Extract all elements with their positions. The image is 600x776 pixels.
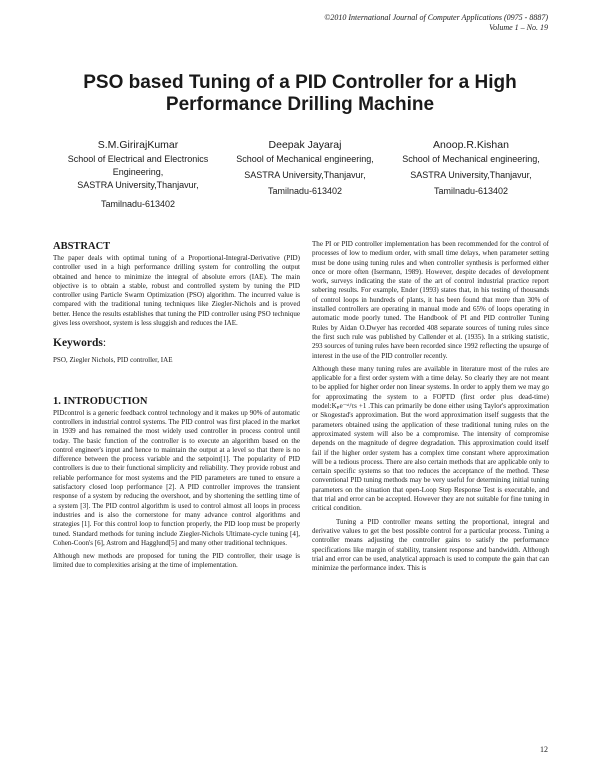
introduction-paragraph: PIDcontrol is a generic feedback control technology and it makes up 90% of automatic controllers in industrial control systems. The PID control was first placed in the market in 1939 and has remained the most widely used controller in process control until today. The basic function of the controller is to execute an algorithm based on the control engineer's input and hence to maintain the output at a level so that there is no difference between the process variable and the setpoint[1]. The popularity of PID controllers is due to their functional simplicity and reliability. They provide robust and reliable performance for most systems and the PID parameters are tuned to ensure a satisfactory closed loop performance [2]. A PID controller improves the transient response of a system by reducing the overshoot, and by shortening the settling time of a system [3]. The PID control algorithm is used to control almost all loops in process industries and is also the cornerstone for many advance control algorithms and strategies [1]. For this control loop to function properly, the PID loop must be properly tuned. Standard methods for tuning include Ziegler-Nichols Ultimate-cycle tuning [4], Cohen-Coon's [6], Astrom and Hagglund[5] and many other traditional techniques.	[53, 408, 300, 547]
introduction-heading: 1. INTRODUCTION	[53, 395, 148, 407]
keywords-heading-colon: :	[102, 337, 107, 350]
keywords-text: PSO, Ziegler Nichols, PID controller, IAE	[53, 356, 173, 365]
author-affiliation: School of Electrical and Electronics	[67, 154, 209, 164]
journal-header	[324, 13, 548, 33]
journal-citation: ©2010 International Journal of Computer Applications (0975 - 8887)	[324, 13, 548, 22]
author-affiliation: Tamilnadu-613402	[267, 186, 343, 196]
journal-volume: Volume 1 – No. 19	[489, 23, 548, 32]
author-affiliation: SASTRA University,Thanjavur,	[410, 170, 532, 180]
author-affiliation: School of Mechanical engineering,	[402, 154, 540, 164]
author-name: Anoop.R.Kishan	[433, 139, 509, 151]
title-line-2: Performance Drilling Machine	[165, 94, 435, 115]
author-2	[220, 138, 390, 198]
author-affiliation: SASTRA University,Thanjavur,	[244, 170, 366, 180]
abstract-text: The paper deals with optimal tuning of a Proportional-Integral-Derivative (PID) controller used in a high performance drilling system for controlling the output obtained and hence to minimize the integral of absolute errors (IAE). The main objective is to obtain a stable, robust and controlled system by tuning the PID controller using Particle Swarm Optimization (PSO) algorithm. The incurred value is compared with the traditional tuning techniques like Ziegler-Nichols and is proved better. Hence the results establishes that tuning the PID controller using PSO technique gives less overshoot, system is less sluggish and reduces the IAE.	[53, 254, 300, 328]
keywords-heading-label: Keywords	[53, 337, 103, 350]
author-affiliation: Tamilnadu-613402	[433, 186, 509, 196]
author-affiliation: School of Mechanical engineering,	[236, 154, 374, 164]
author-name: S.M.GirirajKumar	[97, 139, 179, 151]
author-3	[385, 138, 557, 198]
author-affiliation: SASTRA University,Thanjavur,	[77, 180, 199, 190]
body-paragraph: The PI or PID controller implementation has been recommended for the control of processes of low to medium order, with small time delays, when parameter setting must be done using tuning rules and when controller synthesis is performed either once or more often (Isermann, 1989). However, despite decades of development work, surveys indicating the state of the art of control industrial practice report sobering results. For example, Ender (1993) states that, in his testing of thousands of control loops in hundreds of plants, it has been found that more than 30% of installed controllers are operating in manual mode and 65% of loops operating in automatic mode poorly tuned. The Handbook of PI and PID controller Tuning Rules by Aidan O.Dwyer has recorded 408 separate sources of tuning rules since the first such rule was published by Callender et al. (1935). In a striking statistic, 293 sources of tuning rules have been recorded since 1992 reflecting the upsurge of interest in the use of the PID controller recently.	[312, 240, 549, 360]
left-column	[53, 240, 300, 575]
page-number: 12	[540, 745, 548, 754]
introduction-paragraph: Although new methods are proposed for tuning the PID controller, their usage is limited due to complexities arising at the time of implementation.	[53, 552, 300, 570]
title-line-1: PSO based Tuning of a PID Controller for a High	[83, 72, 517, 93]
author-1	[48, 138, 228, 211]
author-name: Deepak Jayaraj	[268, 139, 342, 151]
body-paragraph: Tuning a PID controller means setting the proportional, integral and derivative values to get the best possible control for a particular process. Tuning a controller means adjusting the controller gains to satisfy the performance specifications like margin of stability, transient response and bandwidth. Although trial and error can be used, analytical approach is used to compute the gain that can minimize the performance index. This is	[312, 517, 549, 573]
body-paragraph: Although these many tuning rules are available in literature most of the rules are applicable for a first order system with a time delay. So clearly they are not meant to be applied for higher order non linear systems. In order to apply them we may go for approximating the system to a FOPTD (first order plus dead-time) model:Kₚe⁻ˢᵗ/τs +1 .This can primarily be done either using Taylor's approximation or Skogestad's approximation. But the word approximation itself suggests that the parameters obtained using the application of these traditional tuning rules on the approximated system will also be a compromise. The intensity of compromise depends on the magnitude of degree degradation. This approximation could itself fail if the higher order system has a complex time constant where approximation will be a tedious process. There are also certain methods that are applicable only to certain specific systems so that too reduces the acceptance of the method. These conventional PID tuning methods may be very useful for determining initial tuning parameters on the situation that open-Loop Step Response Test is executable, and that trial and error can be accepted. However they are not suitable for fine tuning in critical condition.	[312, 364, 549, 513]
author-affiliation: Tamilnadu-613402	[100, 199, 176, 209]
right-column	[312, 240, 549, 577]
abstract-heading: ABSTRACT	[53, 241, 111, 252]
author-affiliation: Engineering,	[112, 167, 164, 177]
paper-title	[0, 72, 600, 116]
keywords-heading	[53, 336, 300, 350]
